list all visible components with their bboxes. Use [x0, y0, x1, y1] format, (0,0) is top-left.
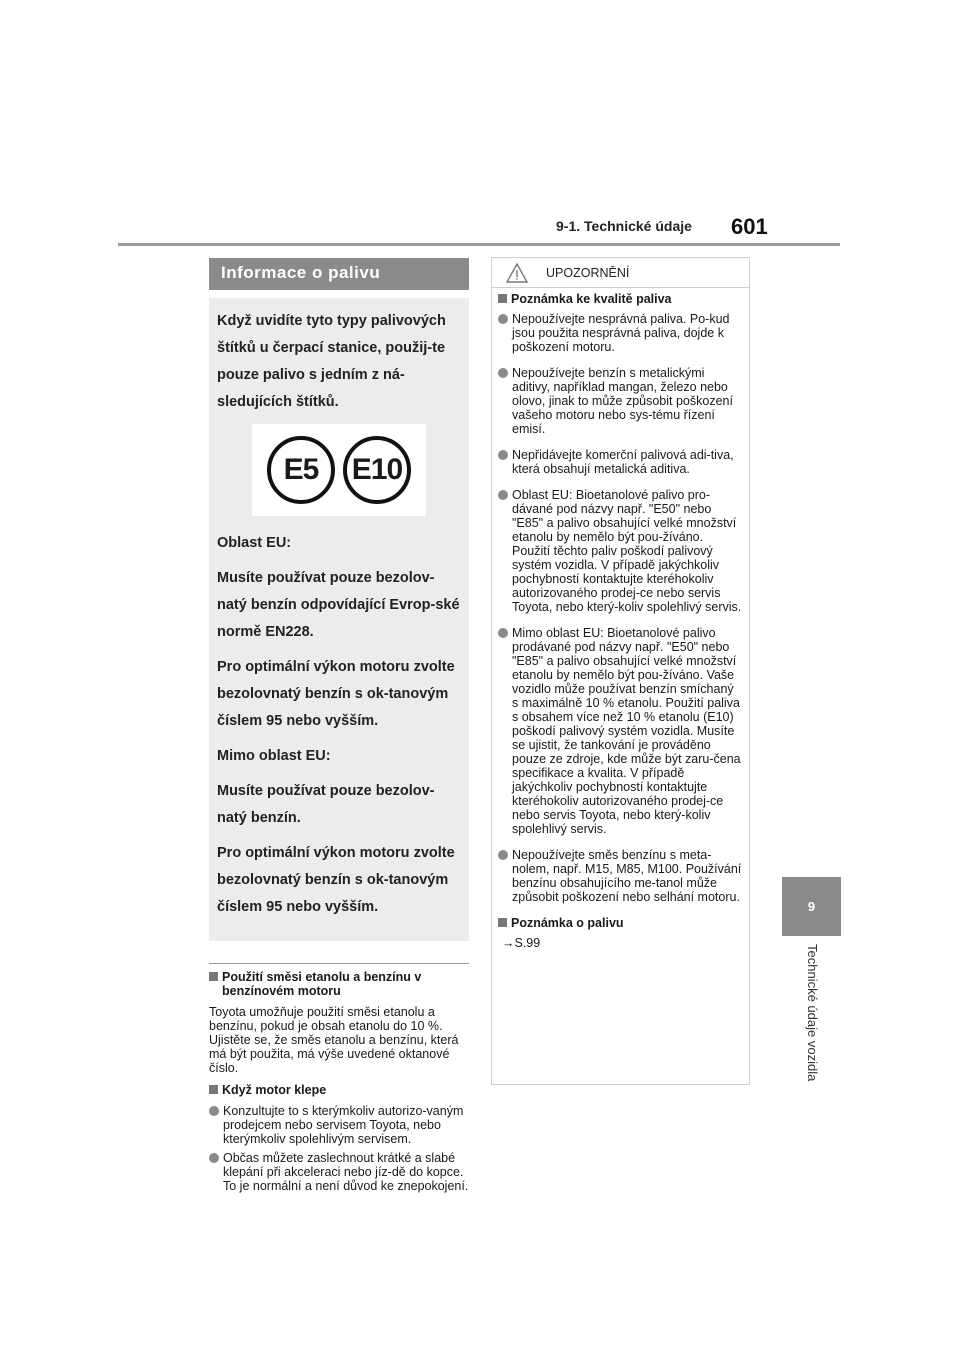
info-title: Informace o palivu	[209, 258, 469, 290]
ethanol-heading: Použití směsi etanolu a benzínu v benzínovém motoru	[209, 970, 469, 998]
round-bullet-icon	[498, 628, 508, 638]
quality-heading: Poznámka ke kvalitě paliva	[498, 292, 743, 306]
round-bullet-icon	[498, 490, 508, 500]
fuel-label-e5: E5	[267, 436, 335, 504]
note-heading: Poznámka o palivu	[498, 916, 743, 930]
page-reference-link[interactable]: →S.99	[502, 936, 541, 950]
caution-bullet: Nepoužívejte benzín s metalickými aditivy, například mangan, železo nebo olovo, jinak to může způsobit poškození vašeho motoru nebo sys-tému řízení emisí.	[498, 366, 743, 436]
warning-icon	[506, 263, 528, 283]
square-bullet-icon	[209, 1085, 218, 1094]
caution-box	[491, 257, 750, 1085]
round-bullet-icon	[498, 850, 508, 860]
info-paragraph: Musíte používat pouze bezolov-natý benzín odpovídající Evrop-ské normě EN228.	[217, 570, 460, 640]
chapter-label	[782, 944, 841, 1124]
section-title: 9-1. Technické údaje	[556, 218, 692, 234]
square-bullet-icon	[498, 918, 507, 927]
info-paragraph: Musíte používat pouze bezolov-natý benzín.	[217, 783, 435, 826]
info-paragraph: Pro optimální výkon motoru zvolte bezolovnatý benzín s ok-tanovým číslem 95 nebo vyšším.	[217, 659, 455, 729]
round-bullet-icon	[209, 1106, 219, 1116]
header-divider	[118, 243, 840, 246]
info-paragraph: Pro optimální výkon motoru zvolte bezolovnatý benzín s ok-tanovým číslem 95 nebo vyšším.	[217, 845, 455, 915]
info-box	[209, 298, 469, 941]
knock-bullet: Občas můžete zaslechnout krátké a slabé klepání při akceleraci nebo jíz-dě do kopce. To je normální a není důvod ke znepokojení.	[209, 1151, 469, 1193]
left-text	[209, 963, 469, 1193]
caution-title: UPOZORNĚNÍ	[546, 265, 630, 280]
caution-header	[492, 258, 749, 288]
fuel-label-e10: E10	[343, 436, 411, 504]
round-bullet-icon	[498, 368, 508, 378]
caution-bullet: Nepoužívejte nesprávná paliva. Po-kud jsou použita nesprávná paliva, dojde k poškození motoru.	[498, 312, 743, 354]
fuel-label-image	[252, 424, 426, 516]
info-paragraph: Mimo oblast EU:	[217, 748, 331, 764]
left-column	[209, 258, 469, 1198]
info-paragraph: Když uvidíte tyto typy palivových štítků u čerpací stanice, použij-te pouze palivo s jedním z ná-sledujících štítků.	[217, 313, 446, 410]
knock-heading: Když motor klepe	[209, 1083, 469, 1097]
round-bullet-icon	[498, 450, 508, 460]
chapter-label-text: Technické údaje vozidla	[804, 944, 820, 1082]
arrow-right-icon: →	[502, 936, 515, 950]
ethanol-text: Toyota umožňuje použití směsi etanolu a benzínu, pokud je obsah etanolu do 10 %. Ujistěte se, že směs etanolu a benzínu, která má být použita, má výše uvedené oktanové číslo.	[209, 1005, 459, 1075]
info-paragraph: Oblast EU:	[217, 535, 292, 551]
square-bullet-icon	[209, 972, 218, 981]
caution-bullet: Nepoužívejte směs benzínu s meta-nolem, např. M15, M85, M100. Používání benzínu obsahujícího me-tanol může způsobit poškození nebo selhání motoru.	[498, 848, 743, 904]
caution-bullet: Nepřidávejte komerční palivová adi-tiva, která obsahují metalická aditiva.	[498, 448, 743, 476]
caution-body	[492, 288, 749, 950]
knock-bullet: Konzultujte to s kterýmkoliv autorizo-vaným prodejcem nebo servisem Toyota, nebo kterýmkoliv spolehlivým servisem.	[209, 1104, 469, 1146]
caution-bullet: Oblast EU: Bioetanolové palivo pro-dávané pod názvy např. "E50" nebo "E85" a palivo obsahující velké množství etanolu by nemělo být pou-žíváno. Použití těchto paliv poškodí palivový systém vozidla. V případě jakýchkoliv pochybností kontaktujte kteréhokoliv autorizovaného prodej-ce nebo servis Toyota, nebo který-koliv spolehlivý servis.	[498, 488, 743, 614]
page-number: 601	[731, 214, 768, 239]
chapter-tab[interactable]: 9	[782, 877, 841, 936]
caution-bullet: Mimo oblast EU: Bioetanolové palivo prodávané pod názvy např. "E50" nebo "E85" a palivo obsahující velké množství etanolu by nemělo být pou-žíváno. Vaše vozidlo může používat benzín smíchaný s maximálně 10 % etanolu. Použití paliva s obsahem více než 10 % etanolu (E10) poškodí palivový systém vozidla. Musíte se ujistit, že tankování je prováděno pouze ze zdroje, kde může být zaru-čena specifikace a kvalita. V případě jakýchkoliv pochybností kontaktujte kteréhokoliv autorizovaného prodej-ce nebo servis Toyota, nebo který-koliv spolehlivý servis.	[498, 626, 743, 836]
square-bullet-icon	[498, 294, 507, 303]
round-bullet-icon	[498, 314, 508, 324]
round-bullet-icon	[209, 1153, 219, 1163]
